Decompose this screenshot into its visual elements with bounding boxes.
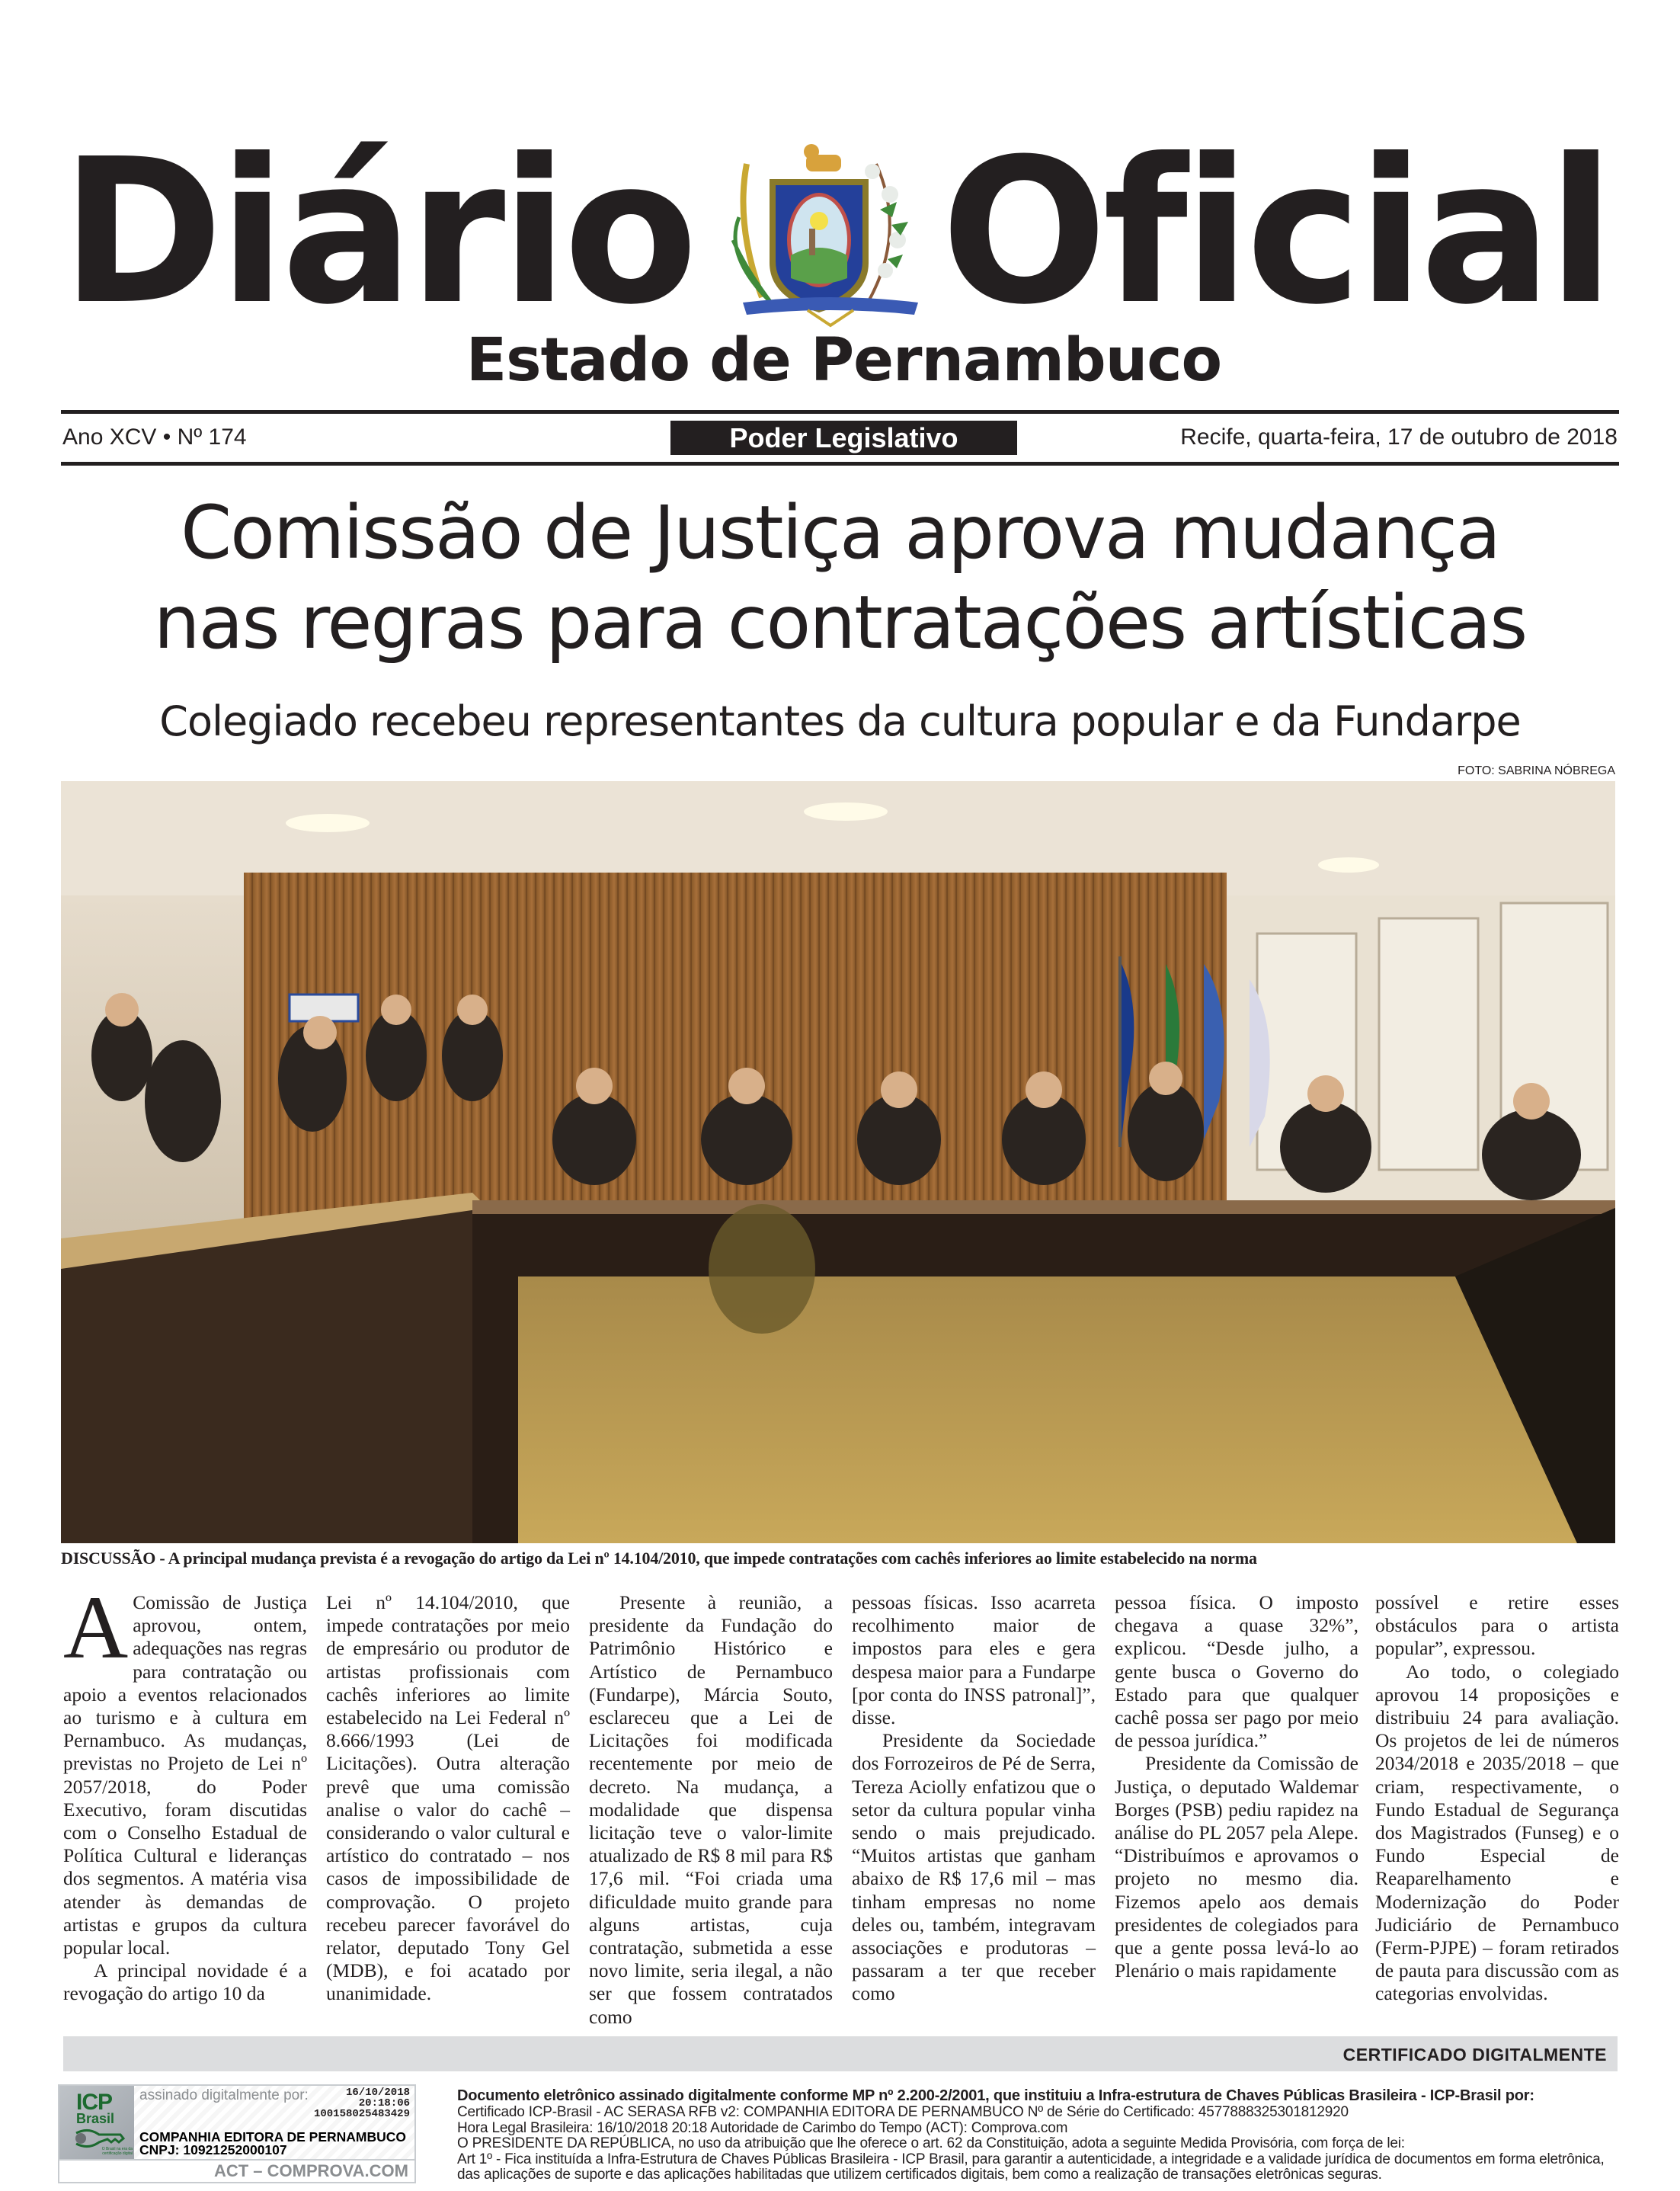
legal-line: Certificado ICP-Brasil - AC SERASA RFB v2: COMPANHIA EDITORA DE PERNAMBUCO Nº de Série do Certificado: 4577888325301812920 <box>457 2104 1349 2120</box>
legal-line: O PRESIDENTE DA REPÚBLICA, no uso da atribuição que lhe oferece o art. 62 da Constituição, adota a seguinte Medida Provisória, com força de lei: <box>457 2135 1405 2152</box>
article-body <box>63 1578 1619 2028</box>
paragraph: Presidente da Comissão de Justiça, o deputado Waldemar Borges (PSB) pediu rapidez na análise do PL 2057 pela Alepe. “Distribuímos e aprovamos o projeto no mesmo dia. Fizemos apelo aos demais presidentes de colegiados para que a gente possa levá-lo ao Plenário o mais rapidamente <box>1115 1752 1358 1982</box>
icp-logo-tagline: O Brasil na era da certificação digital <box>101 2147 133 2156</box>
paragraph: Ao todo, o colegiado aprovou 14 proposições e distribuiu 24 para avaliação. Os projetos de lei de números 2034/2018 e 2035/2018 – que criam, respectivamente, o Fundo Estadual de Segurança dos Magistrados (Funseg) e o Fundo Especial de Reaparelhamento e Modernização do Poder Judiciário de Pernambuco (Ferm-PJPE) – foram retirados de pauta para discussão com as categorias envolvidas. <box>1375 1660 1619 2005</box>
paragraph <box>63 1578 307 1959</box>
timestamp-authority: ACT – COMPROVA.COM <box>213 2161 408 2180</box>
legal-heading: Documento eletrônico assinado digitalmente conforme MP nº 2.200-2/2001, que instituiu a Infra-estrutura de Chaves Públicas Brasileira - ICP-Brasil por: <box>457 2087 1534 2104</box>
article-column-6 <box>1375 1591 1619 2006</box>
icp-logo-subtext: Brasil <box>76 2111 115 2126</box>
article-column-5 <box>1115 1591 1358 1982</box>
signature-timestamp <box>314 2087 410 2119</box>
article-column-1 <box>63 1578 307 2006</box>
legal-line: Art 1º - Fica instituída a Infra-Estrutura de Chaves Públicas Brasileira - ICP Brasil, para garantir a autenticidade, a integridade e a validade jurídica de documentos em forma eletrônica, <box>457 2151 1605 2167</box>
article-photo <box>61 781 1615 1543</box>
paragraph: pessoa física. O imposto chegava a quase 32%”, explicou. “Desde julho, a gente busca o Governo do Estado para que qualquer cachê possa ser pago por meio de pessoa jurídica.” <box>1115 1591 1358 1752</box>
signer-cnpj: CNPJ: 10921252000107 <box>139 2142 287 2157</box>
article-column-2 <box>326 1591 570 2006</box>
icp-logo-text: ICP <box>76 2090 113 2115</box>
paragraph: Presente à reunião, a presidente da Fundação do Patrimônio Histórico e Artístico de Pernambuco (Fundarpe), Márcia Souto, esclareceu que a Lei de Licitações foi modificada recentemente por meio de decreto. Na mudança, a modalidade que dispensa licitação teve o valor-limite atualizado de R$ 8 mil para R$ 17,6 mil. “Foi criada uma dificuldade muito grande para alguns artistas, cuja contratação, submetida a esse novo limite, seria ilegal, a não ser que fossem contratados como <box>589 1591 833 2028</box>
signature-serial: 100158025483429 <box>313 2108 410 2120</box>
legal-notice <box>457 2087 1623 2183</box>
paragraph: possível e retire esses obstáculos para o artista popular”, expressou. <box>1375 1591 1619 1660</box>
section-label: Poder Legislativo <box>670 421 1017 455</box>
headline-line: Comissão de Justiça aprova mudança <box>181 490 1499 575</box>
paragraph: Lei nº 14.104/2010, que impede contratações por meio de empresário ou produtor de artistas profissionais com cachês inferiores ao limite estabelecido na Lei Federal nº 8.666/1993 (Lei de Licitações). Outra alteração prevê que uma comissão analise o valor do cachê – considerando o valor cultural e artístico do contratado – nos casos de impossibilidade de comprovação. O projeto recebeu parecer favorável do relator, deputado Tony Gel (MDB), e foi acatado por unanimidade. <box>326 1591 570 2005</box>
article-headline <box>61 488 1619 668</box>
signature-date: 16/10/2018 <box>345 2087 410 2099</box>
legal-line: Hora Legal Brasileira: 16/10/2018 20:18 Autoridade de Carimbo do Tempo (ACT): Comprova.com <box>457 2119 1068 2136</box>
masthead-title-right: Oficial <box>941 116 1611 348</box>
article-column-3 <box>589 1591 833 2029</box>
dateline: Recife, quarta-feira, 17 de outubro de 2018 <box>1180 424 1618 450</box>
masthead-title-left: Diário <box>61 116 694 348</box>
photo-caption: DISCUSSÃO - A principal mudança prevista é a revogação do artigo da Lei nº 14.104/2010, que impede contratações com cachês inferiores ao limite estabelecido na norma <box>61 1549 1257 1568</box>
paragraph-text: Comissão de Justiça aprovou, ontem, adequações nas regras para contratação ou apoio a eventos relacionados ao turismo e à cultura em Pernambuco. As mudanças, previstas no Projeto de Lei nº 2057/2018, do Poder Executivo, foram discutidas com o Conselho Estadual de Política Cultural e lideranças dos segmentos. A matéria visa atender às demandas de artistas e grupos da cultura popular local. <box>63 1591 307 1959</box>
divider <box>61 462 1619 466</box>
article-deck: Colegiado recebeu representantes da cultura popular e da Fundarpe <box>159 697 1521 745</box>
article-column-4 <box>852 1591 1096 2006</box>
signed-by-label: assinado digitalmente por: <box>139 2087 309 2103</box>
certification-bar <box>63 2036 1618 2071</box>
photo-credit: FOTO: SABRINA NÓBREGA <box>1458 764 1615 777</box>
headline-line: nas regras para contratações artísticas <box>153 580 1527 665</box>
pernambuco-coat-of-arms-icon <box>716 133 945 332</box>
divider <box>61 410 1619 414</box>
masthead <box>61 116 1619 348</box>
paragraph: pessoas físicas. Isso acarreta recolhimento maior de impostos para eles e gera despesa maior para a Fundarpe [por conta do INSS patronal]”, disse. <box>852 1591 1096 1729</box>
certification-label: CERTIFICADO DIGITALMENTE <box>1342 2045 1607 2064</box>
edition-number: Ano XCV • Nº 174 <box>62 424 247 450</box>
dropcap: A <box>63 1578 129 1677</box>
legal-line: das aplicações de suporte e das aplicações habilitadas que utilizem certificados digitais, bem como a realização de transações eletrônicas seguras. <box>457 2167 1382 2183</box>
masthead-subtitle: Estado de Pernambuco <box>466 326 1222 395</box>
signer-company: COMPANHIA EDITORA DE PERNAMBUCO <box>139 2129 407 2145</box>
paragraph: A principal novidade é a revogação do artigo 10 da <box>63 1959 307 2005</box>
signature-time: 20:18:06 <box>358 2097 410 2109</box>
paragraph: Presidente da Sociedade dos Forrozeiros de Pé de Serra, Tereza Aciolly enfatizou que o setor da cultura popular vinha sendo o mais prejudicado. “Muitos artistas que ganham abaixo de R$ 17,6 mil – mas tinham empresas no nome deles ou, também, integravam associações e produtoras – passaram a ter que receber como <box>852 1729 1096 2005</box>
edition-info-bar <box>61 419 1619 457</box>
icp-brasil-logo <box>59 2086 134 2159</box>
digital-signature-stamp <box>58 2084 416 2183</box>
